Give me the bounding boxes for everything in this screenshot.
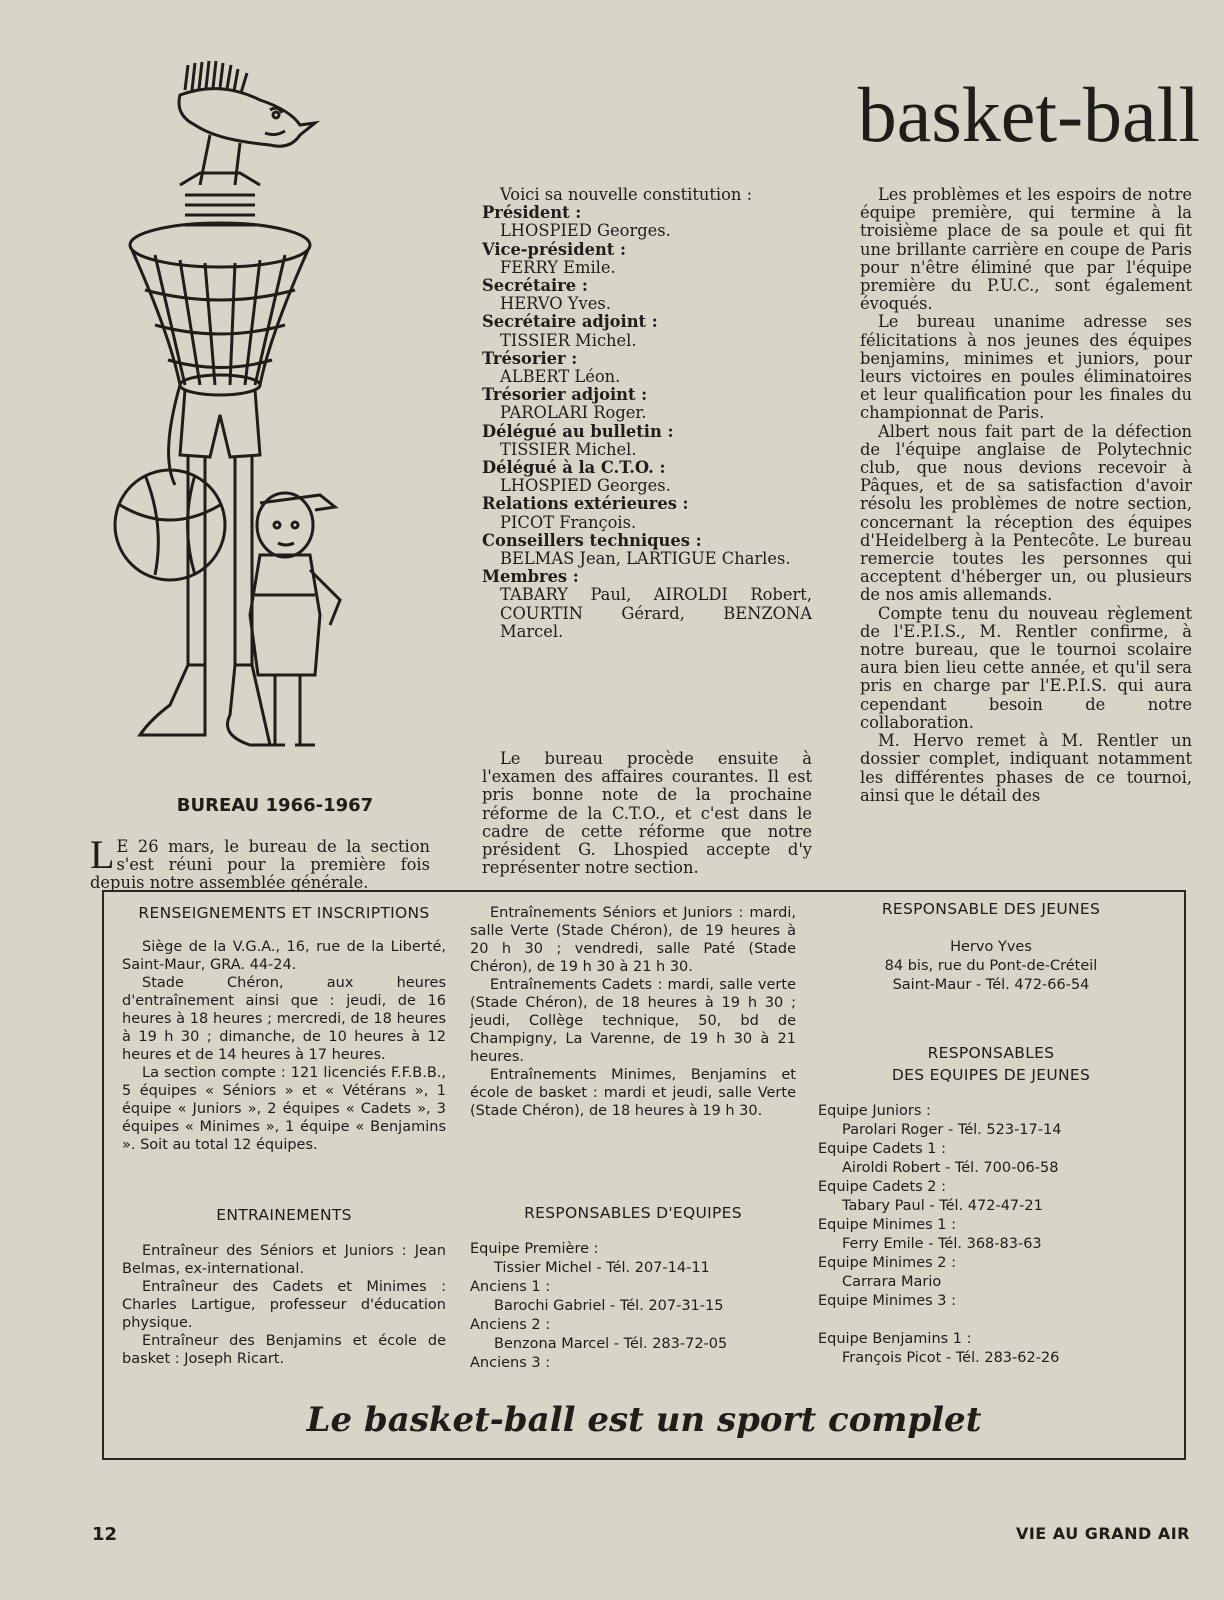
team-contact: Ferry Emile - Tél. 368-83-63 [842,1236,1042,1252]
schedule-paragraph: Entraînements Cadets : mardi, salle verte (Stade Chéron), de 18 heures à 19 h 30 ; jeudi, Collège technique, 50, bd de Champigny, La Varenne, de 19 h 30 à 21 heures. [470,977,796,1065]
slogan: Le basket-ball est un sport complet [306,1400,982,1440]
entrainements-schedule [470,904,796,1120]
role-person: TABARY Paul, AIROLDI Robert, COURTIN Gérard, BENZONA Marcel. [500,585,812,641]
team-contact: Parolari Roger - Tél. 523-17-14 [842,1122,1062,1138]
intro-text: E 26 mars, le bureau de la section s'est réuni pour la première fois depuis notre assemblée générale. [90,837,430,893]
team-contact: Tissier Michel - Tél. 207-14-11 [494,1260,710,1276]
affaires-paragraph: Le bureau procède ensuite à l'examen des affaires courantes. Il est pris bonne note de la prochaine réforme de la C.T.O., et c'est dans le cadre de cette réforme que notre président G. Lhospied accepte d'y représenter notre section. [482,749,812,878]
responsable-jeunes-heading: RESPONSABLE DES JEUNES [881,900,1101,918]
team-label: Equipe Juniors : [818,1103,931,1119]
constitution-column [482,186,812,641]
team-label: Equipe Première : [470,1241,599,1257]
role-person: FERRY Emile. [500,257,616,277]
role-person: TISSIER Michel. [500,439,637,459]
team-label: Equipe Benjamins 1 : [818,1331,972,1347]
coach-paragraph: Entraîneur des Cadets et Minimes : Charles Lartigue, professeur d'éducation physique. [122,1279,446,1331]
role-person: PAROLARI Roger. [500,403,647,423]
responsable-jeunes-city: Saint-Maur - Tél. 472-66-54 [892,977,1090,993]
team-contact: Airoldi Robert - Tél. 700-06-58 [842,1160,1059,1176]
role-person: TISSIER Michel. [500,330,637,350]
team-label: Equipe Minimes 1 : [818,1217,957,1233]
paragraph: Le bureau unanime adresse ses félicitations à nos jeunes des équipes benjamins, minimes et juniors, pour leurs victoires en poules éliminatoires et leur qualification pour les finales du championnat de Paris. [860,312,1192,423]
role-title: Secrétaire : [482,276,588,296]
renseignements-paragraph: La section compte : 121 licenciés F.F.B.B., 5 équipes « Séniors » et « Vétérans », 1 équipe « Juniors », 2 équipes « Cadets », 3 équipes « Minimes », 1 équipe « Benjamins ». Soit au total 12 équipes. [122,1065,446,1153]
role-title: Délégué à la C.T.O. : [482,458,666,478]
role-person: PICOT François. [500,512,637,532]
responsable-jeunes-info [828,938,1154,995]
intro-column [90,832,430,893]
renseignements-paragraph: Siège de la V.G.A., 16, rue de la Liberté, Saint-Maur, GRA. 44-24. [122,939,446,973]
role-person: LHOSPIED Georges. [500,476,671,496]
paragraph: Albert nous fait part de la défection de l'équipe anglaise de Polytechnic club, que nous devions recevoir à Pâques, et de sa satisfaction d'avoir résolu les problèmes de notre section, concernant la réception des équipes d'Heidelberg à la Pentecôte. Le bureau remercie toutes les personnes qui acceptent d'héberger un, ou plusieurs de nos amis allemands. [860,421,1192,605]
right-column [860,186,1192,805]
team-label: Anciens 3 : [470,1355,551,1371]
role-person: LHOSPIED Georges. [500,221,671,241]
renseignements-heading: RENSEIGNEMENTS ET INSCRIPTIONS [138,904,430,922]
page-title: basket-ball [857,71,1200,158]
team-label: Anciens 1 : [470,1279,551,1295]
info-box [102,890,1186,1460]
responsable-jeunes-name: Hervo Yves [950,939,1032,955]
team-label: Equipe Cadets 2 : [818,1179,947,1195]
team-contact [818,1311,1154,1330]
paragraph: Les problèmes et les espoirs de notre équipe première, qui termine à la troisième place de sa poule et qui fit une brillante carrière en coupe de Paris pour n'être éliminé que par l'équipe première du P.U.C., sont également évoqués. [860,185,1192,314]
responsables-jeunes-heading-2: DES EQUIPES DE JEUNES [891,1066,1091,1084]
responsables-equipes-heading: RESPONSABLES D'EQUIPES [524,1204,742,1222]
team-contact: Barochi Gabriel - Tél. 207-31-15 [494,1298,724,1314]
renseignements-text [122,938,446,1154]
role-title: Président : [482,203,582,223]
role-title: Trésorier : [482,348,578,368]
renseignements-paragraph: Stade Chéron, aux heures d'entraînement ainsi que : jeudi, de 16 heures à 18 heures ; mercredi, de 18 heures à 19 h 30 ; dimanche, de 10 heures à 12 heures et de 14 heures à 17 heures. [122,975,446,1063]
schedule-paragraph: Entraînements Minimes, Benjamins et école de basket : mardi et jeudi, salle Verte (Stade Chéron), de 18 heures à 19 h 30. [470,1067,796,1119]
team-label: Equipe Cadets 1 : [818,1141,947,1157]
team-label: Equipe Minimes 2 : [818,1255,957,1271]
coach-paragraph: Entraîneur des Benjamins et école de basket : Joseph Ricart. [122,1333,446,1367]
responsables-equipes-list [470,1240,796,1392]
team-contact [470,1373,796,1392]
coach-paragraph: Entraîneur des Séniors et Juniors : Jean Belmas, ex-international. [122,1243,446,1277]
page-number: 12 [92,1524,118,1545]
role-person: BELMAS Jean, LARTIGUE Charles. [500,549,791,569]
team-contact: Benzona Marcel - Tél. 283-72-05 [494,1336,728,1352]
entrainements-heading: ENTRAINEMENTS [216,1206,352,1224]
roles-list [482,204,812,641]
role-person: HERVO Yves. [500,294,611,314]
team-label: Anciens 2 : [470,1317,551,1333]
role-title: Vice-président : [482,239,627,259]
footer-magazine-name: VIE AU GRAND AIR [1015,1524,1190,1543]
team-contact: Carrara Mario [842,1274,942,1290]
role-title: Membres : [482,567,579,587]
affaires-courantes [482,750,812,877]
caption: BUREAU 1966-1967 [176,795,374,816]
role-person: ALBERT Léon. [500,367,621,387]
drop-cap: L [90,832,115,877]
constitution-intro: Voici sa nouvelle constitution : [500,185,753,204]
role-title: Trésorier adjoint : [482,385,648,405]
responsables-jeunes-heading-1: RESPONSABLES [927,1044,1055,1062]
role-title: Secrétaire adjoint : [482,312,658,332]
responsable-jeunes-address: 84 bis, rue du Pont-de-Créteil [884,958,1098,974]
entrainements-text [122,1242,446,1368]
basketball-player-drawing [100,55,460,775]
paragraph: M. Hervo remet à M. Rentler un dossier complet, indiquant notamment les différentes phases de ce tournoi, ainsi que le détail des [860,731,1192,805]
role-title: Conseillers techniques : [482,530,702,550]
responsables-jeunes-heading [828,1042,1154,1086]
responsables-jeunes-list [818,1102,1154,1368]
role-title: Relations extérieures : [482,494,689,514]
team-contact: François Picot - Tél. 283-62-26 [842,1350,1060,1366]
schedule-paragraph: Entraînements Séniors et Juniors : mardi, salle Verte (Stade Chéron), de 19 heures à 20 h 30 ; vendredi, salle Paté (Stade Chéron), de 19 h 30 à 21 h 30. [470,905,796,975]
paragraph: Compte tenu du nouveau règlement de l'E.P.I.S., M. Rentler confirme, à notre bureau, que le tournoi scolaire aura bien lieu cette année, et qu'il sera pris en charge par l'E.P.I.S. qui aura cependant besoin de notre collaboration. [860,603,1192,732]
team-label: Equipe Minimes 3 : [818,1293,957,1309]
team-contact: Tabary Paul - Tél. 472-47-21 [842,1198,1043,1214]
role-title: Délégué au bulletin : [482,421,674,441]
